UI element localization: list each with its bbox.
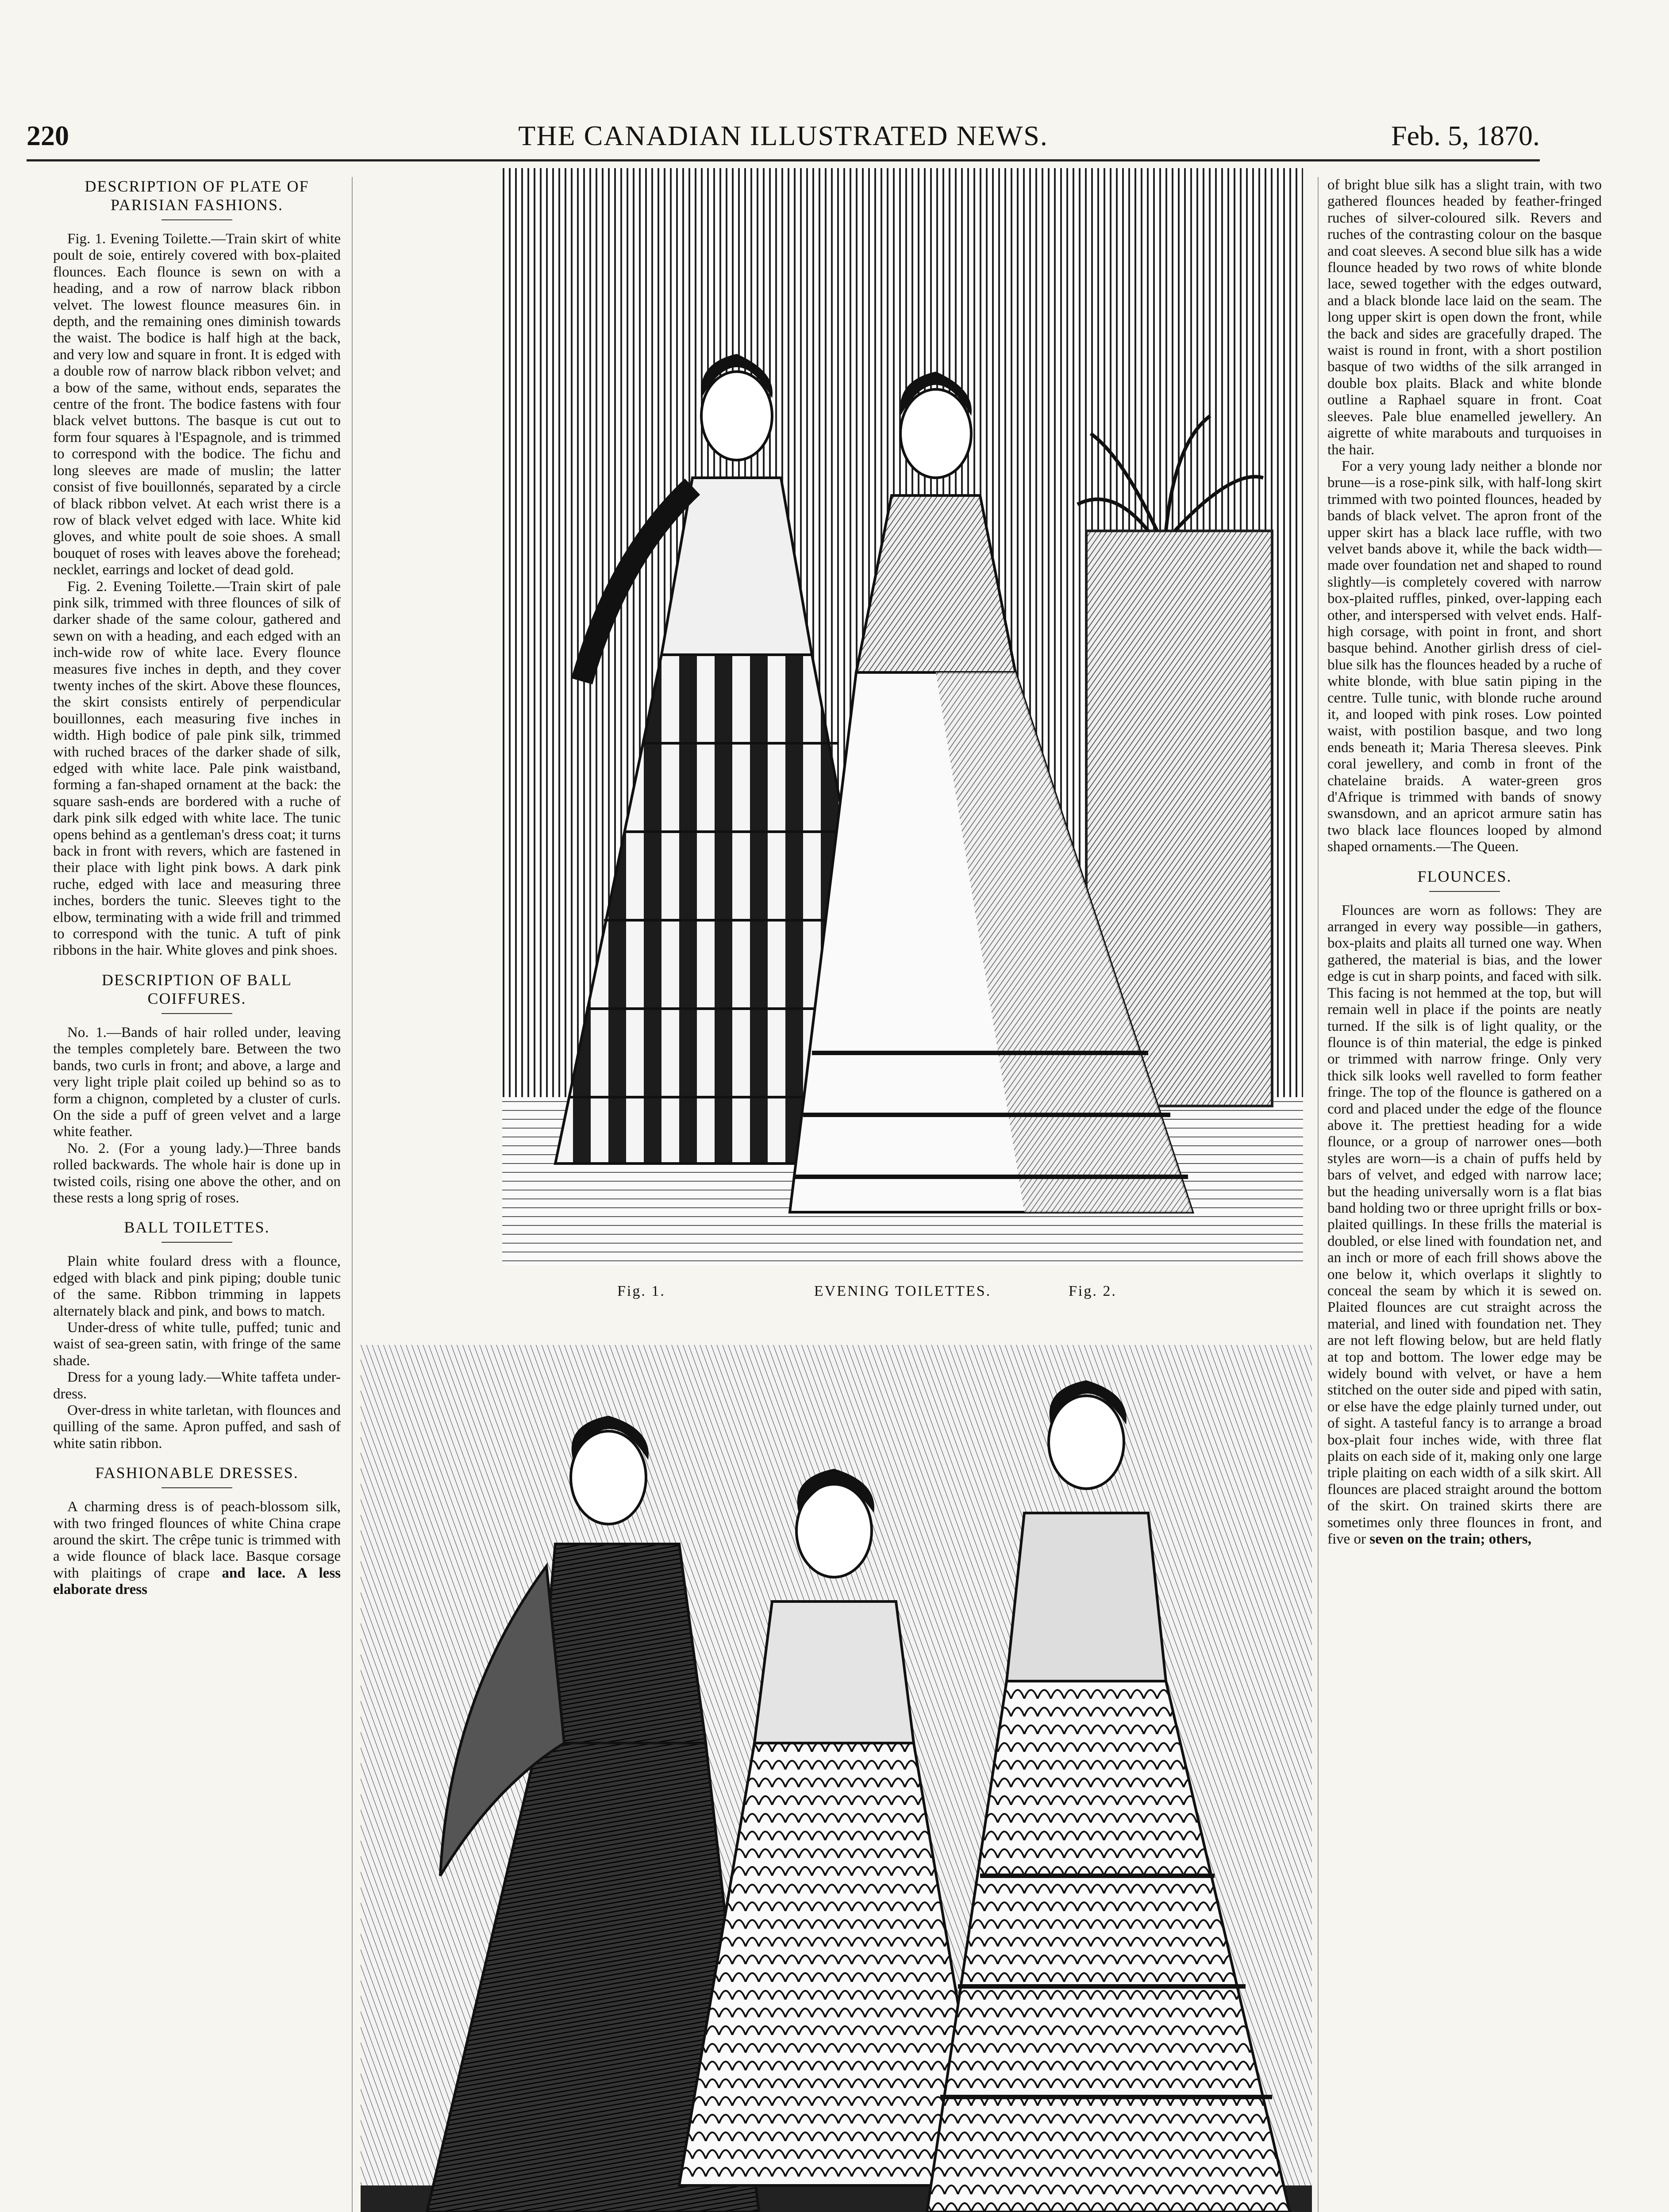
issue-date: Feb. 5, 1870. (1391, 120, 1540, 151)
masthead (27, 119, 1540, 159)
fashionable-dresses-heading: FASHIONABLE DRESSES. (53, 1463, 341, 1488)
coiffure-no2-paragraph: No. 2. (For a young lady.)—Three bands rolled backwards. The whole hair is done up in twisted coils, rising one above the other, and on these rests a long sprig of roses. (53, 1140, 341, 1206)
coiffures-heading: DESCRIPTION OF BALL COIFFURES. (53, 971, 341, 1014)
ball-toilettes-engraving (361, 1345, 1312, 2212)
dresses-paragraph (53, 1499, 341, 1598)
evening-toilettes-illustration (502, 168, 1303, 1265)
dresses-paragraph-end: and lace. A less elaborate dress (53, 1565, 341, 1598)
newspaper-title: THE CANADIAN ILLUSTRATED NEWS. (518, 120, 1048, 151)
continued-paragraph: of bright blue silk has a slight train, with two gathered flounces headed by feather-fringed ruches of silver-coloured silk. Revers and ruches of the contrasting colour on the basque and coat sleeves. A second blue silk has a wide flounce headed by two rows of white blonde lace, sewed together with the edges outward, and a black blonde lace laid on the seam. The long upper skirt is open down the front, while the back and sides are gracefully draped. The waist is round in front, with a short postilion basque of two widths of the silk arranged in double box plaits. Black and white blonde outline a Raphael square in front. Coat sleeves. Pale blue enamelled jewellery. An aigrette of white marabouts and turquoises in the hair. (1327, 177, 1602, 458)
evening-toilettes-title: EVENING TOILETTES. (814, 1283, 992, 1299)
young-lady-paragraph: For a very young lady neither a blonde nor brune—is a rose-pink silk, with half-long skirt trimmed with two pointed flounces, headed by bands of black velvet. The apron front of the upper skirt has a black lace ruffle, with two velvet bands above it, while the back width—made over foundation net and shaped to round slightly—is completely covered with narrow box-plaited ruffles, pinked, over-lapping each other, and interspersed with velvet ends. Half-high corsage, with point in front, and short basque behind. Another girlish dress of ciel-blue silk has the flounces headed by a ruche of white blonde, with blue satin piping in the centre. Tulle tunic, with blonde ruche around it, and looped with pink roses. Low pointed waist, with postilion basque, and two long ends beneath it; Maria Theresa sleeves. Pink coral jewellery, and comb in front of the chatelaine braids. A water-green gros d'Afrique is trimmed with bands of snowy swansdown, and an apricot armure satin has two black lace flounces looped by almond shaped ornaments.—The Queen. (1327, 458, 1602, 855)
right-column-rule (1318, 177, 1319, 2212)
coiffure-no1-paragraph: No. 1.—Bands of hair rolled under, leaving the temples completely bare. Between the two bands, two curls in front; and above, a large and very light triple plait coiled up behind so as to form a chignon, completed by a cluster of curls. On the side a puff of green velvet and a large white feather. (53, 1024, 341, 1140)
ball-toilettes-illustration (361, 1345, 1312, 2212)
flounces-paragraph-text: Flounces are worn as follows: They are arranged in every way possible—in gathers, box-plaits and plaits all turned one way. When gathered, the material is bias, and the lower edge is cut in sharp points, and faced with silk. This facing is not hemmed at the top, but will remain well in place if the points are neatly turned. If the silk is of light quality, or the flounce is of thin material, the edge is pinked or trimmed with narrow fringe. Only very thick silk looks well ravelled to form feather fringe. The top of the flounce is gathered on a cord and placed under the edge of the flounce above it. The prettiest heading for a wide flounce, or a group of narrower ones—both styles are worn—is a chain of puffs held by bars of velvet, and edged with narrow lace; but the heading universally worn is a flat bias band holding two or three upright frills or box-plaited quillings. In these frills the material is doubled, or else lined with foundation net, and an inch or more of each frill shows above the one below it, which overlaps it slightly to conceal the seam by which it is sewed on. Plaited flounces are cut straight across the material, and lined with foundation net. They are not left flowing below, but are held flatly at top and bottom. The lower edge may be widely bound with velvet, or have a hem stitched on the outer side and piped with satin, or else have the edge plainly turned under, out of sight. A tasteful fancy is to arrange a broad box-plait four inches wide, with three flat plaits on each side of it, making only one large triple plaiting on each width of a silk skirt. All flounces are placed straight around the bottom of the skirt. On trained skirts there are sometimes only three flounces in front, and five or (1327, 902, 1602, 1548)
right-column (1327, 177, 1602, 1548)
left-column (53, 177, 341, 1598)
plate-heading: DESCRIPTION OF PLATE OF PARISIAN FASHIONS. (53, 177, 341, 220)
ball-toilettes-heading: BALL TOILETTES. (53, 1218, 341, 1243)
flounces-paragraph (1327, 902, 1602, 1548)
plate-fig1-paragraph: Fig. 1. Evening Toilette.—Train skirt of white poult de soie, entirely covered with box-plaited flounces. Each flounce is sewn on with a heading, and a row of narrow black ribbon velvet. The lowest flounce measures 6in. in depth, and the remaining ones diminish towards the waist. The bodice is half high at the back, and very low and square in front. It is edged with a double row of narrow black ribbon velvet; and a bow of the same, without ends, separates the centre of the front. The bodice fastens with four black velvet buttons. The basque is cut out to form four squares à l'Espagnole, and is trimmed to correspond with the bodice. The fichu and long sleeves are made of muslin; the latter consist of five bouillonnés, separated by a circle of black ribbon velvet. At each wrist there is a row of black velvet edged with lace. White kid gloves, and white poult de soie shoes. A small bouquet of roses with leaves above the forehead; necklet, earrings and locket of dead gold. (53, 231, 341, 578)
ball-paragraph-2: Under-dress of white tulle, puffed; tunic and waist of sea-green satin, with fringe of the same shade. (53, 1319, 341, 1369)
fig-1-label: Fig. 1. (617, 1283, 665, 1299)
ball-paragraph-3: Dress for a young lady.—White taffeta under-dress. (53, 1369, 341, 1402)
page-number: 220 (27, 120, 69, 151)
flounces-paragraph-end: seven on the train; others, (1369, 1531, 1532, 1548)
left-column-rule (352, 177, 353, 2212)
plate-fig2-paragraph: Fig. 2. Evening Toilette.—Train skirt of pale pink silk, trimmed with three flounces of silk of darker shade of the same colour, gathered and sewn on with a heading, and each edged with an inch-wide row of white lace. Every flounce measures five inches in depth, and they cover twenty inches of the skirt. Above these flounces, the skirt consists entirely of perpendicular bouillonnes, each measuring five inches in width. High bodice of pale pink silk, trimmed with ruched braces of the darker shade of silk, edged with white lace. Pale pink waistband, forming a fan-shaped ornament at the back: the square sash-ends are bordered with a ruche of dark pink silk edged with white lace. The tunic opens behind as a gentleman's dress coat; it turns back in front with revers, which are fastened in their place with light pink bows. A dark pink ruche, edged with lace and measuring three inches, borders the tunic. Sleeves tight to the elbow, terminating with a wide frill and trimmed to correspond with the tunic. A tuft of pink ribbons in the hair. White gloves and pink shoes. (53, 578, 341, 959)
dresses-paragraph-text: A charming dress is of peach-blossom silk, with two fringed flounces of white China crape around the skirt. The crêpe tunic is trimmed with a wide flounce of black lace. Basque corsage with plaitings of crape (53, 1499, 341, 1581)
fig-2-label: Fig. 2. (1069, 1283, 1117, 1299)
ball-paragraph-1: Plain white foulard dress with a flounce, edged with black and pink piping; double tunic of the same. Ribbon trimming in lappets alternately black and pink, and bows to match. (53, 1253, 341, 1319)
evening-toilettes-engraving (502, 168, 1303, 1265)
ball-paragraph-4: Over-dress in white tarletan, with flounces and quilling of the same. Apron puffed, and sash of white satin ribbon. (53, 1402, 341, 1452)
flounces-heading: FLOUNCES. (1327, 867, 1602, 892)
masthead-rule (27, 159, 1540, 161)
